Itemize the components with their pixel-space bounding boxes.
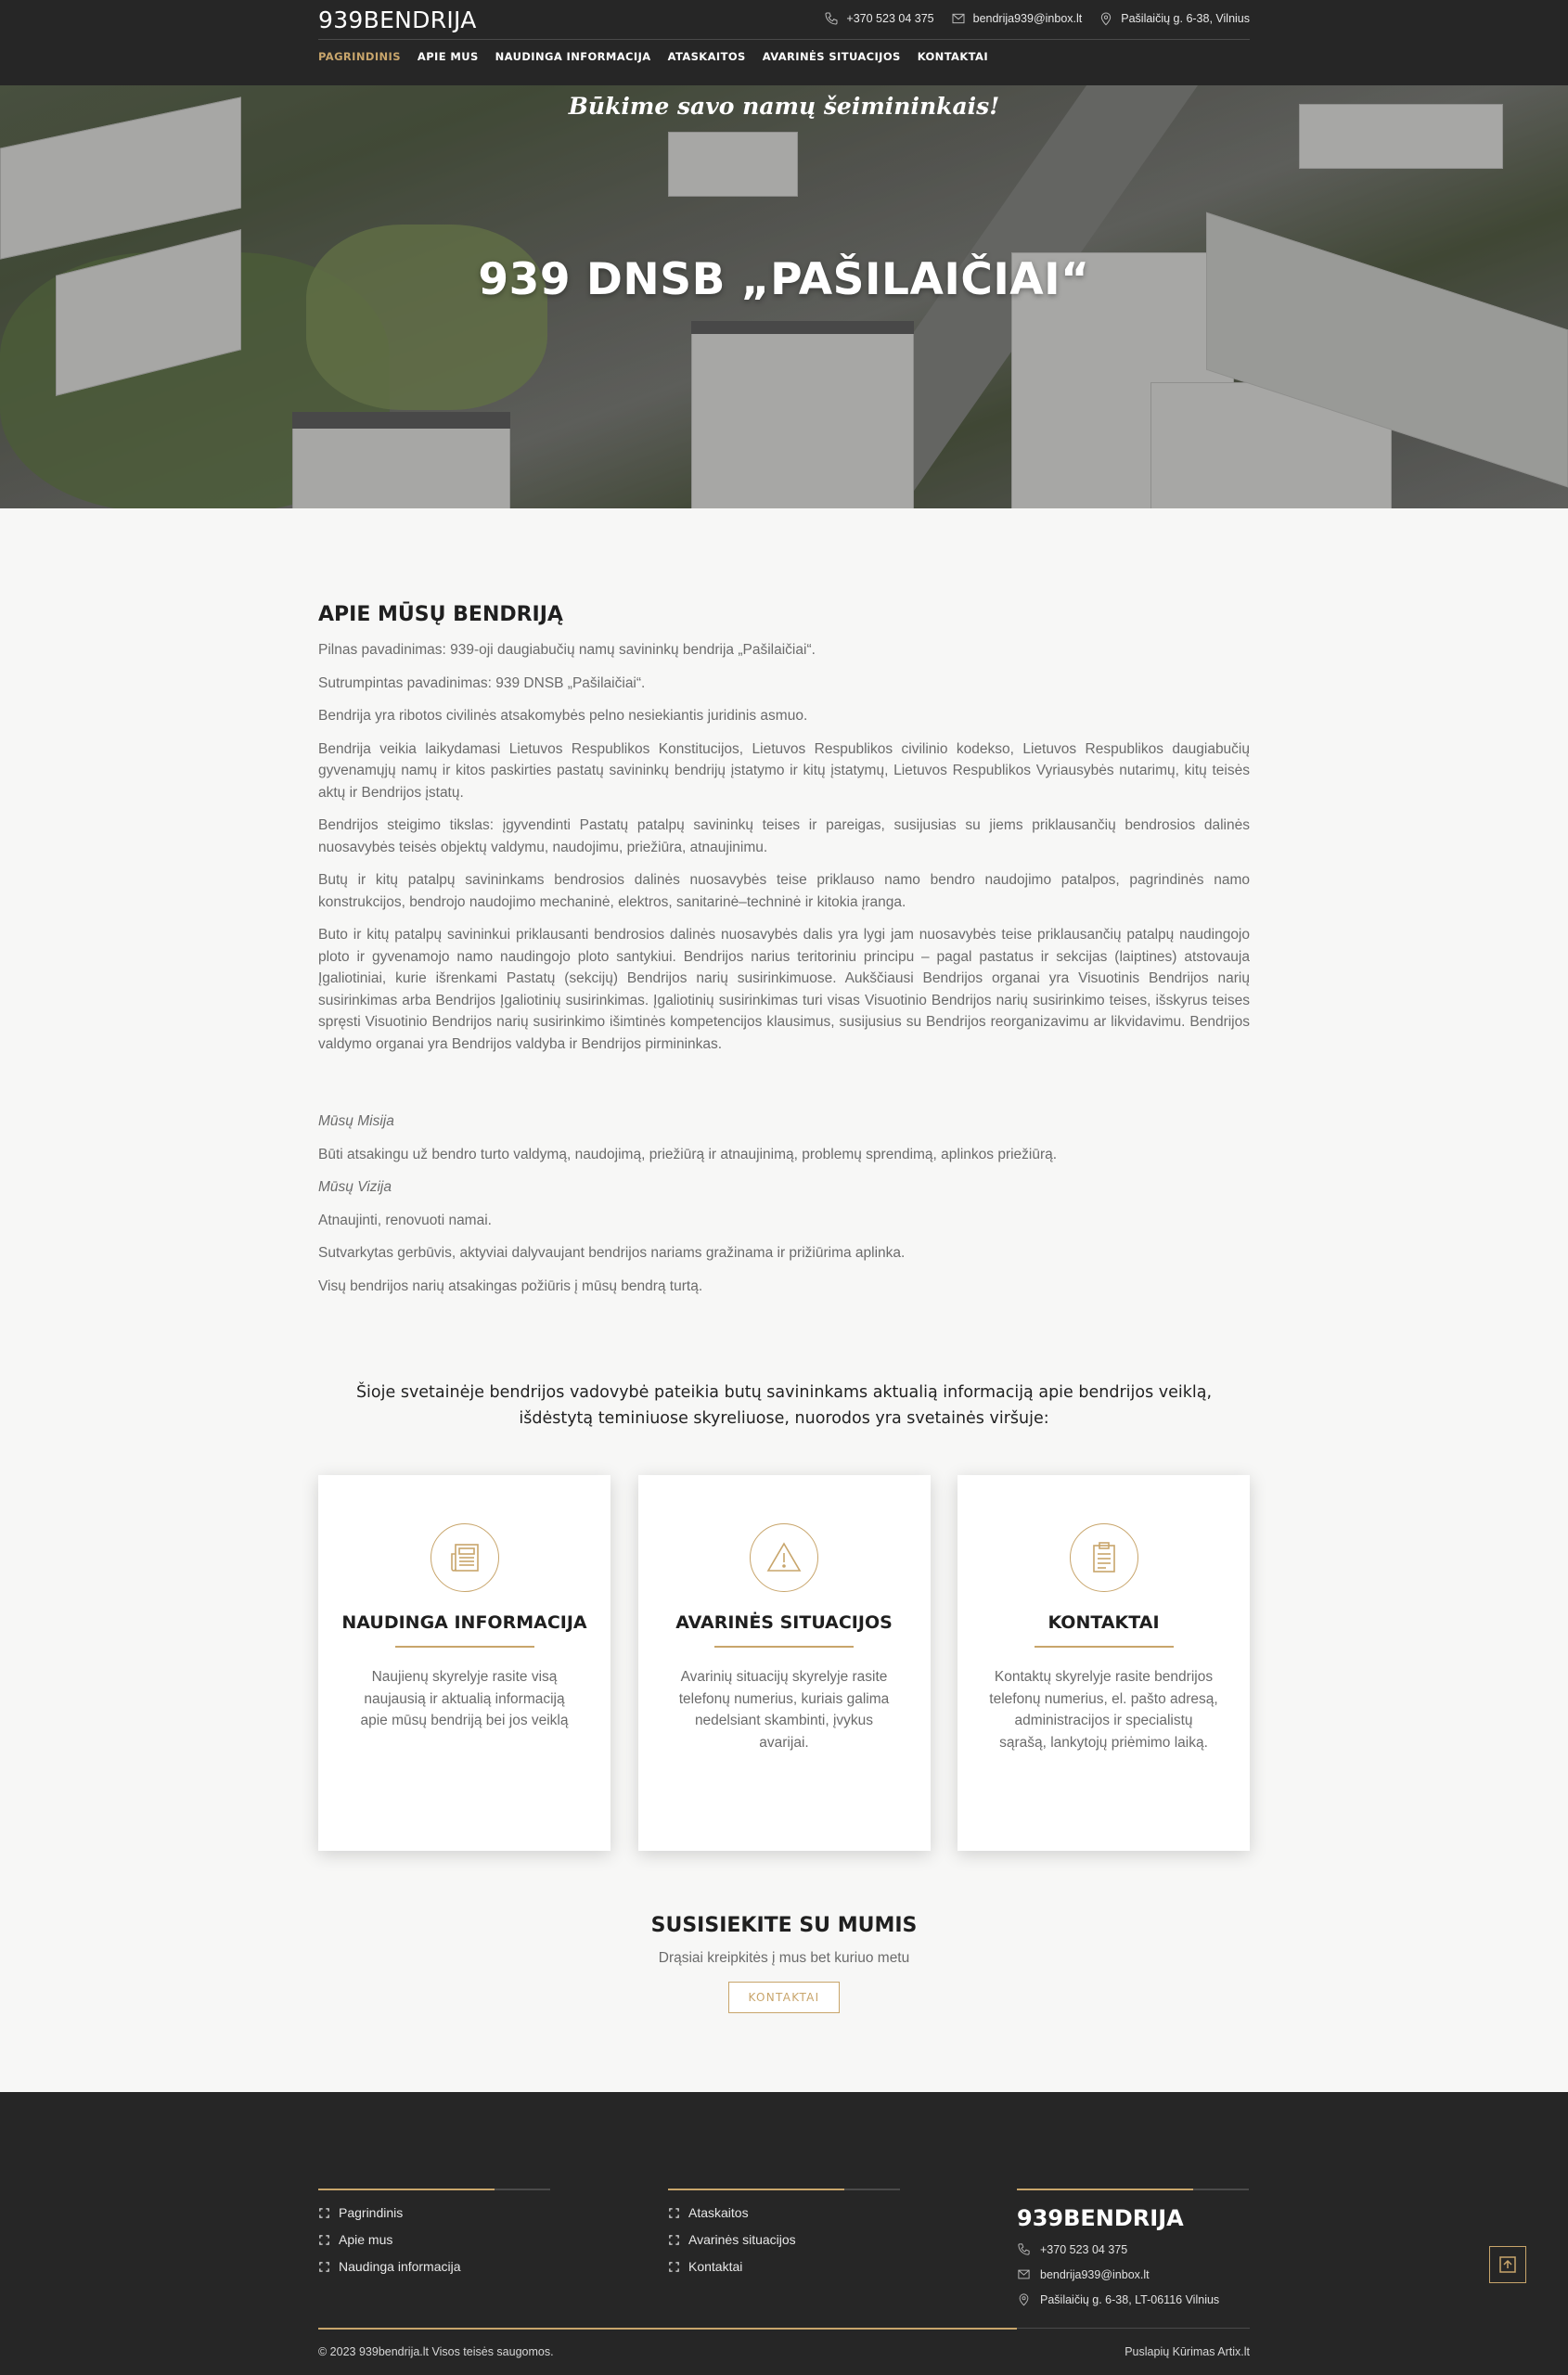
footer-link-avarines-situacijos[interactable] <box>668 2232 900 2247</box>
vision-label: Mūsų Vizija <box>318 1179 392 1195</box>
card-divider <box>714 1646 854 1648</box>
header-email-text: bendrija939@inbox.lt <box>972 12 1083 25</box>
header-address <box>1099 11 1250 26</box>
card-divider <box>1035 1646 1174 1648</box>
footer-links-col-2 <box>668 2189 900 2286</box>
copyright: © 2023 939bendrija.lt Visos teisės saugomos. <box>318 2345 554 2358</box>
card-divider <box>395 1646 534 1648</box>
footer-link-label: Avarinės situacijos <box>688 2232 796 2247</box>
site-header <box>0 0 1568 85</box>
vision-text: Visų bendrijos narių atsakingas požiūris į mūsų bendrą turtą. <box>318 1277 703 1294</box>
nav-item-pagrindinis[interactable]: PAGRINDINIS <box>318 50 401 63</box>
footer-link-apie-mus[interactable] <box>318 2232 550 2247</box>
footer-col-line <box>1017 2189 1249 2190</box>
footer-link-naudinga-informacija[interactable] <box>318 2259 550 2274</box>
phone-icon <box>1017 2242 1031 2256</box>
footer-divider <box>318 2328 1017 2330</box>
about-paragraph: Butų ir kitų patalpų savininkams bendrosios dalinės nuosavybės teise priklauso namo bendro naudojimo patalpos, pagrindinės namo konstrukcijos, bendrojo naudojimo mechaninė, elektros, sanitarinė–techninė ir kitokia įranga. <box>318 872 1250 910</box>
mission-text: Būti atsakingu už bendro turto valdymą, naudojimą, priežiūrą ir atnaujinimą, problemų sprendimą, aplinkos priežiūrą. <box>318 1146 1058 1162</box>
card-icon-circle <box>1070 1523 1138 1592</box>
footer-divider <box>1017 2328 1250 2329</box>
footer-phone-text: +370 523 04 375 <box>1040 2242 1128 2256</box>
card-text: Avarinių situacijų skyrelyje rasite telefonų numerius, kuriais galima nedelsiant skambinti, įvykus avarijai. <box>678 1669 890 1751</box>
bullet-icon <box>318 2207 330 2219</box>
kontaktai-button[interactable]: KONTAKTAI <box>728 1982 839 2013</box>
feature-cards <box>318 1475 1250 1851</box>
footer-link-kontaktai[interactable] <box>668 2259 900 2274</box>
about-section <box>318 603 1250 1308</box>
card-avarines-situacijos[interactable] <box>638 1475 931 1851</box>
header-divider <box>318 39 1250 40</box>
mail-icon <box>951 11 966 26</box>
header-phone-text: +370 523 04 375 <box>846 12 934 25</box>
footer-email[interactable] <box>1017 2267 1249 2281</box>
vision-text: Atnaujinti, renovuoti namai. <box>318 1212 492 1228</box>
about-paragraph: Buto ir kitų patalpų savininkui priklausanti bendrosios dalinės nuosavybės dalis yra lygi jam nuosavybės teise priklausančių patalpų naudingojo ploto ir gyvenamojo namo naudingojo ploto santykiui. Bendrijos narius teritoriniu principu – pagal pastatus ir sekcijas (laiptines) atstovauja Įgaliotiniai, kurie išrenkami Pastatų (sekcijų) Bendrijos narių susirinkimuose. Aukščiausi Bendrijos organai yra Visuotinis Bendrijos narių susirinkimas arba Bendrijos Įgaliotinių susirinkimas. Įgaliotinių susirinkimas turi visas Visuotinio Bendrijos narių susirinkimo teises, išskyrus teises spręsti Visuotinio Bendrijos narių susirinkimo išimtinės kompetencijos klausimus, susijusius su Bendrijos reorganizavimu ar likvidavimu. Bendrijos valdymo organai yra Bendrijos valdyba ir Bendrijos pirmininkas. <box>318 927 1250 1052</box>
card-icon-circle <box>750 1523 818 1592</box>
top-contact-info <box>824 11 1250 26</box>
footer-link-pagrindinis[interactable] <box>318 2205 550 2220</box>
footer-brand: 939BENDRIJA <box>1017 2205 1184 2231</box>
main-nav <box>318 50 988 63</box>
scroll-to-top-button[interactable] <box>1489 2246 1526 2283</box>
intro-text: Šioje svetainėje bendrijos vadovybė pateikia butų savininkams aktualią informaciją apie bendrijos veiklą, išdėstytą teminiuose skyreliuose, nuorodos yra svetainės viršuje: <box>355 1383 1213 1428</box>
footer-phone[interactable] <box>1017 2242 1249 2256</box>
bullet-icon <box>668 2234 680 2246</box>
mission-label: Mūsų Misija <box>318 1113 394 1129</box>
footer-address <box>1017 2292 1249 2306</box>
footer-link-label: Pagrindinis <box>339 2205 404 2220</box>
clipboard-icon <box>1084 1537 1125 1578</box>
nav-item-naudinga-informacija[interactable]: NAUDINGA INFORMACIJA <box>495 50 651 63</box>
card-naudinga-informacija[interactable] <box>318 1475 610 1851</box>
footer-link-ataskaitos[interactable] <box>668 2205 900 2220</box>
site-footer <box>0 2092 1568 2375</box>
about-paragraph: Sutrumpintas pavadinimas: 939 DNSB „Pašilaičiai“. <box>318 674 646 691</box>
warning-icon <box>764 1537 804 1578</box>
phone-icon <box>824 11 839 26</box>
site-logo[interactable]: 939BENDRIJA <box>318 6 477 33</box>
hero-slogan: Būkime savo namų šeimininkais! <box>568 93 1000 120</box>
card-title: NAUDINGA INFORMACIJA <box>341 1612 587 1633</box>
card-text: Naujienų skyrelyje rasite visą naujausią ir aktualią informaciją apie mūsų bendriją bei jos veiklą <box>360 1669 569 1728</box>
location-icon <box>1017 2292 1031 2306</box>
nav-item-kontaktai[interactable]: KONTAKTAI <box>917 50 988 63</box>
card-icon-circle <box>431 1523 499 1592</box>
footer-email-text: bendrija939@inbox.lt <box>1040 2267 1150 2281</box>
card-title: KONTAKTAI <box>1047 1612 1160 1633</box>
card-kontaktai[interactable] <box>958 1475 1250 1851</box>
card-title: AVARINĖS SITUACIJOS <box>675 1612 893 1633</box>
header-phone[interactable] <box>824 11 933 26</box>
bullet-icon <box>668 2261 680 2273</box>
header-address-text: Pašilaičių g. 6-38, Vilnius <box>1121 12 1250 25</box>
credit-link[interactable]: Puslapių Kūrimas Artix.lt <box>1125 2345 1250 2358</box>
footer-links-col-1 <box>318 2189 550 2286</box>
vision-text: Sutvarkytas gerbūvis, aktyviai dalyvaujant bendrijos nariams gražinama ir prižiūrima aplinka. <box>318 1245 906 1261</box>
about-paragraph: Pilnas pavadinimas: 939-oji daugiabučių namų savininkų bendrija „Pašilaičiai“. <box>318 642 816 658</box>
hero-title: 939 DNSB „PAŠILAIČIAI“ <box>478 254 1090 305</box>
newspaper-icon <box>444 1537 485 1578</box>
footer-link-label: Kontaktai <box>688 2259 743 2274</box>
arrow-up-icon <box>1497 2254 1518 2275</box>
footer-address-text: Pašilaičių g. 6-38, LT-06116 Vilnius <box>1040 2292 1220 2306</box>
location-icon <box>1099 11 1113 26</box>
nav-item-avarines-situacijos[interactable]: AVARINĖS SITUACIJOS <box>762 50 901 63</box>
mail-icon <box>1017 2267 1031 2281</box>
contact-cta <box>318 1914 1250 2013</box>
footer-link-label: Apie mus <box>339 2232 393 2247</box>
hero-banner <box>0 85 1568 508</box>
about-heading: APIE MŪSŲ BENDRIJĄ <box>318 603 563 626</box>
footer-link-label: Ataskaitos <box>688 2205 749 2220</box>
about-paragraph: Bendrija yra ribotos civilinės atsakomybės pelno nesiekiantis juridinis asmuo. <box>318 708 808 724</box>
nav-item-ataskaitos[interactable]: ATASKAITOS <box>667 50 746 63</box>
cta-title: SUSISIEKITE SU MUMIS <box>650 1914 918 1937</box>
footer-contact-col <box>1017 2189 1249 2317</box>
card-text: Kontaktų skyrelyje rasite bendrijos telefonų numerius, el. pašto adresą, administracijos ir specialistų sąrašą, lankytojų priėmimo laiką. <box>989 1669 1218 1751</box>
bullet-icon <box>668 2207 680 2219</box>
about-paragraph: Bendrijos steigimo tikslas: įgyvendinti Pastatų patalpų savininkų teises ir pareigas, susijusias su jiems priklausančių bendrosios dalinės nuosavybės teisės objektų valdymu, naudojimu, priežiūra, atnaujinimu. <box>318 817 1250 855</box>
about-paragraph: Bendrija veikia laikydamasi Lietuvos Respublikos Konstitucijos, Lietuvos Respublikos civilinio kodekso, Lietuvos Respublikos daugiabučių gyvenamųjų namų ir kitos paskirties pastatų savininkų bendrijų įstatymo ir kitų įstatymų, Lietuvos Respublikos Vyriausybės nutarimų, kitų teisės aktų ir Bendrijos įstatų. <box>318 740 1250 801</box>
nav-item-apie-mus[interactable]: APIE MUS <box>417 50 479 63</box>
bullet-icon <box>318 2234 330 2246</box>
footer-col-line <box>318 2189 550 2190</box>
bullet-icon <box>318 2261 330 2273</box>
cta-text: Drąsiai kreipkitės į mus bet kuriuo metu <box>658 1950 910 1966</box>
footer-link-label: Naudinga informacija <box>339 2259 461 2274</box>
footer-col-line <box>668 2189 900 2190</box>
header-email[interactable] <box>951 11 1083 26</box>
